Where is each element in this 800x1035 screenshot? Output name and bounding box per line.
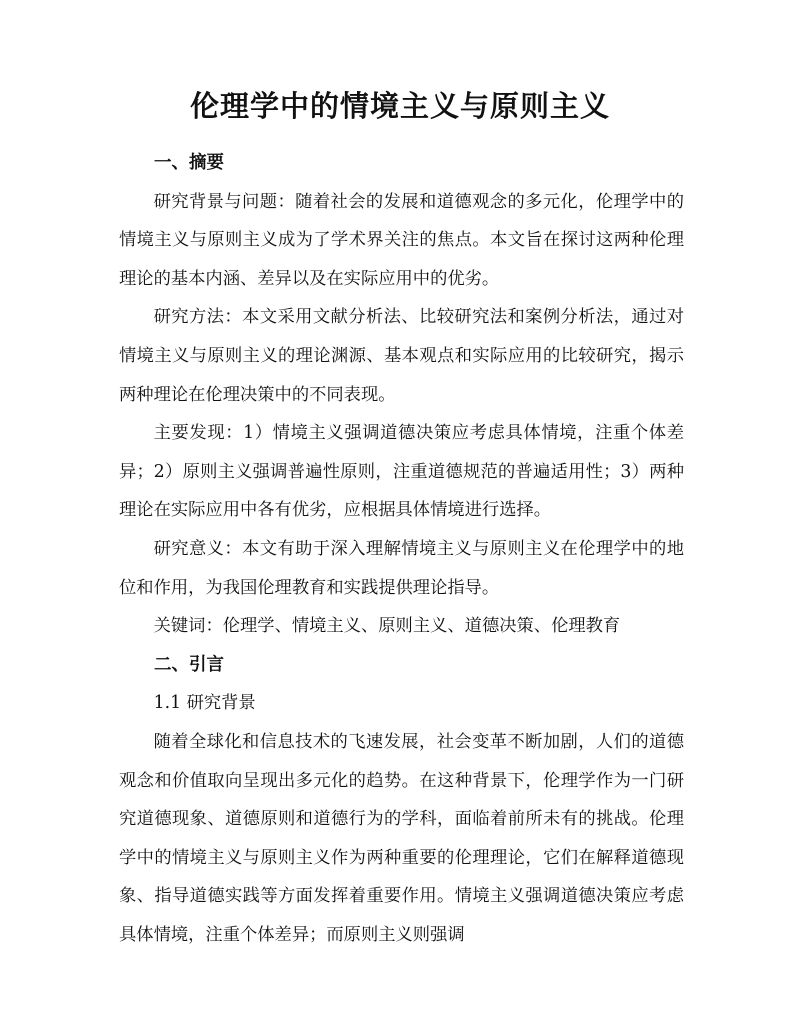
introduction-heading: 二、引言 — [154, 654, 224, 675]
research-background-subheading: 1.1 研究背景 — [153, 693, 256, 714]
abstract-heading: 一、摘要 — [154, 153, 224, 173]
abstract-significance-paragraph: 研究意义：本文有助于深入理解情境主义与原则主义在伦理学中的地位和作用，为我国伦理教育和实践提供理论指导。 — [119, 538, 684, 598]
document-title: 伦理学中的情境主义与原则主义 — [189, 89, 610, 123]
research-background-paragraph: 随着全球化和信息技术的飞速发展，社会变革不断加剧，人们的道德观念和价值取向呈现出多元化的趋势。在这种背景下，伦理学作为一门研究道德现象、道德原则和道德行为的学科，面临着前所未有的挑战。伦理学中的情境主义与原则主义作为两种重要的伦理理论，它们在解释道德现象、指导道德实践等方面发挥着重要作用。情境主义强调道德决策应考虑具体情境，注重个体差异；而原则主义则强调 — [119, 731, 684, 945]
abstract-methods-paragraph: 研究方法：本文采用文献分析法、比较研究法和案例分析法，通过对情境主义与原则主义的理论渊源、基本观点和实际应用的比较研究，揭示两种理论在伦理决策中的不同表现。 — [119, 307, 684, 405]
abstract-background-paragraph: 研究背景与问题：随着社会的发展和道德观念的多元化，伦理学中的情境主义与原则主义成为了学术界关注的焦点。本文旨在探讨这两种伦理理论的基本内涵、差异以及在实际应用中的优劣。 — [119, 191, 684, 289]
abstract-findings-paragraph: 主要发现：1）情境主义强调道德决策应考虑具体情境，注重个体差异；2）原则主义强调普遍性原则，注重道德规范的普遍适用性；3）两种理论在实际应用中各有优劣，应根据具体情境进行选择。 — [119, 423, 684, 521]
keywords-line: 关键词：伦理学、情境主义、原则主义、道德决策、伦理教育 — [153, 616, 621, 637]
document-body — [119, 144, 684, 954]
